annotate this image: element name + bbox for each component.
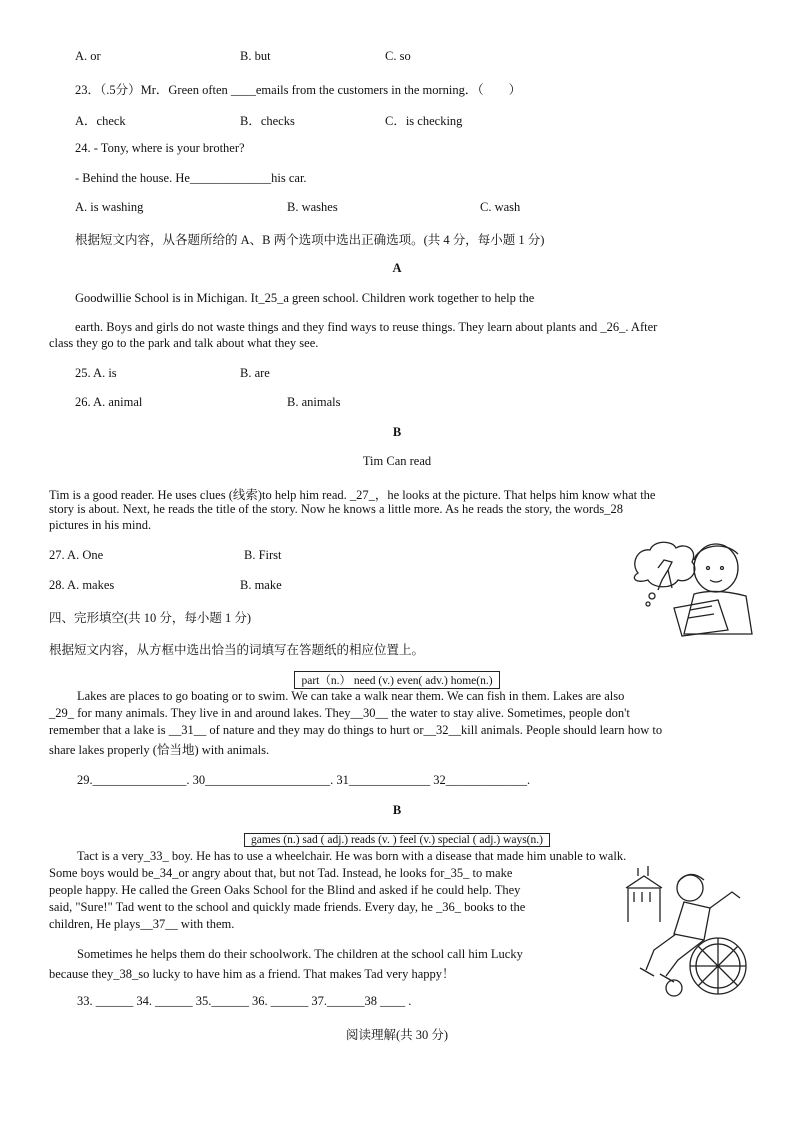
cloze-a-line1: Lakes are places to go boating or to swim. We can take a walk near them. We can fish in them. Lakes are also [77,689,625,703]
q27-option-b: B. First [244,548,282,562]
q25-option-a: 25. A. is [75,366,117,380]
cloze-b-wordbox-row [0,832,794,847]
q26-option-a: 26. A. animal [75,395,143,409]
cloze-b-line1: Tact is a very_33_ boy. He has to use a wheelchair. He was born with a disease that made him unable to walk. [77,849,627,863]
q23-option-c: C．is checking [385,114,463,128]
q26-option-b: B. animals [287,395,341,409]
q24-line2: - Behind the house. He_____________his car. [75,171,307,185]
cloze-b-line7: because they_38_so lucky to have him as a friend. That makes Tad very happy！ [49,967,455,981]
q22-option-a: A. or [75,49,101,63]
cloze-b-answer-blanks: 33. ______ 34. ______ 35.______ 36. ______ 37.______38 ____ . [77,994,412,1008]
q23-stem: 23．（.5分）Mr．Green often ____emails from the customers in the morning．（ ） [75,83,522,97]
q22-option-c: C. so [385,49,411,63]
cloze-a-wordbox: part（n.） need (v.) even( adv.) home(n.) [294,671,499,689]
passage-b-line2: story is about. Next, he reads the title of the story. Now he knows a little more. As he reads the story, the words_28 [49,502,623,516]
cloze-a-line4: share lakes properly (恰当地) with animals. [49,743,270,757]
passage-b-line1: Tim is a good reader. He uses clues (线索)to help him read. _27_，he looks at the picture. That helps him know what the [49,488,656,502]
passage-a-heading: A [392,261,402,275]
passage-a-line3: class they go to the park and talk about what they see. [49,336,319,350]
q27-option-a: 27. A. One [49,548,104,562]
q28-option-a: 28. A. makes [49,578,115,592]
q28-option-b: B. make [240,578,282,592]
instruction-ab: 根据短文内容，从各题所给的 A、B 两个选项中选出正确选项。(共 4 分，每小题 1 分) [75,233,545,247]
boy-reading-illustration [628,538,758,638]
cloze-a-line2: _29_ for many animals. They live in and around lakes. They__30__ the water to stay alive. Sometimes, people don't [49,706,630,720]
q24-option-b: B. washes [287,200,338,214]
q24-option-a: A. is washing [75,200,144,214]
cloze-b-wordbox: games (n.) sad ( adj.) reads (v. ) feel (v.) special ( adj.) ways(n.) [244,833,550,847]
cloze-a-wordbox-row [0,671,794,689]
passage-a-line2: earth. Boys and girls do not waste things and they find ways to reuse things. They learn about plants and _26_. After [75,320,658,334]
passage-a-line1: Goodwillie School is in Michigan. It_25_a green school. Children work together to help the [75,291,535,305]
q24-option-c: C. wash [480,200,521,214]
section-4-heading: 四、完形填空(共 10 分，每小题 1 分) [49,611,252,625]
cloze-b-line6: Sometimes he helps them do their schoolwork. The children at the school call him Lucky [77,947,523,961]
cloze-b-heading: B [392,803,402,817]
q23-option-a: A．check [75,114,126,128]
q23-option-b: B．checks [240,114,295,128]
boy-in-wheelchair-illustration [620,862,760,998]
cloze-b-line3: people happy. He called the Green Oaks School for the Blind and asked if he could help. They [49,883,521,897]
passage-b-heading: B [392,425,402,439]
cloze-a-line3: remember that a lake is __31__ of nature and they may do things to hurt or__32__kill animals. People should learn how to [49,723,663,737]
cloze-b-line5: children, He plays__37__ with them. [49,917,235,931]
q24-line1: 24. - Tony, where is your brother? [75,141,245,155]
passage-b-title: Tim Can read [362,454,432,468]
cloze-b-line2: Some boys would be_34_or angry about that, but not Tad. Instead, he looks for_35_ to make [49,866,513,880]
reading-comprehension-heading: 阅读理解(共 30 分) [345,1028,449,1042]
cloze-a-answer-blanks: 29._______________. 30____________________. 31_____________ 32_____________. [77,773,531,787]
section-4-instruction: 根据短文内容，从方框中选出恰当的词填写在答题纸的相应位置上。 [49,643,425,657]
cloze-b-line4: said, "Sure!" Tad went to the school and quickly made friends. Every day, he _36_ books to the [49,900,526,914]
q25-option-b: B. are [240,366,270,380]
q22-option-b: B. but [240,49,271,63]
passage-b-line3: pictures in his mind. [49,518,152,532]
